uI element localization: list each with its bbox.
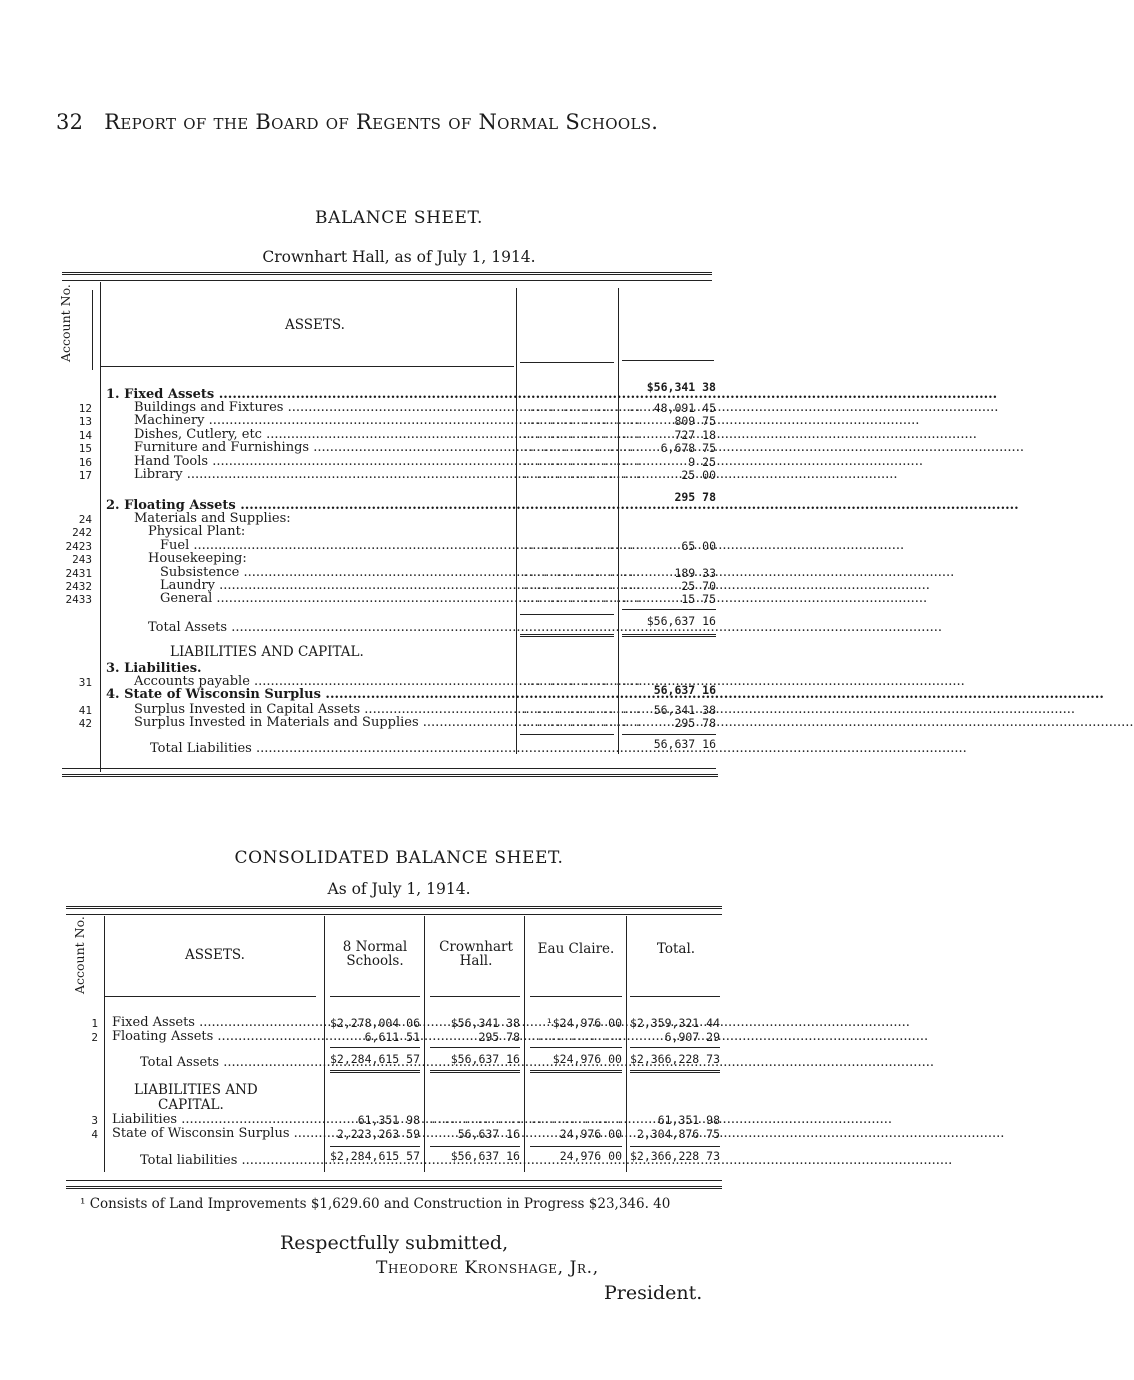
account-number: 12 [78,402,92,415]
header-rule-a [100,366,514,367]
c-crown-amount: $56,341 38 [450,1016,520,1030]
c-col-header-eau-claire: Eau Claire. [537,941,615,957]
c-eau-amount: ¹$24,976 00 [545,1016,622,1030]
table-top-rule [62,272,712,275]
line-item-label: Machinery ..... [134,414,514,427]
c-leader-dots: .............. [530,1113,623,1126]
c-sub-rule-e [630,1047,720,1048]
total-rule-b [520,634,614,637]
account-number: 16 [78,455,92,469]
consolidated-title: CONSOLIDATED BALANCE SHEET. [234,848,564,868]
leader-dots: .................. [522,538,642,552]
c-line-item-label: State of Wisconsin Surplus ..... [112,1127,318,1140]
col-rule-account-inner [92,290,93,370]
leader-dots: .................. [522,565,642,579]
line-item-label: Materials and Supplies: [134,511,291,526]
leader-dots: .................. [522,427,642,441]
account-number: 2432 [65,580,92,593]
c-header-rule-b [330,996,420,997]
line-item-label: Furniture and Furnishings ..... [134,441,514,454]
fixed-assets-total: $56,341 38 [646,380,716,394]
line-item-amount: 25 70 [681,579,716,593]
account-number: 243 [72,553,92,567]
signatory-name: Theodore Kronshage, Jr., [376,1258,599,1278]
fixed-assets-heading: 1. Fixed Assets ..... [106,388,514,401]
c-total-assets-eau-claire: $24,976 00 [552,1052,622,1066]
subtotal-rule-c [622,609,716,610]
line-item-amount: 25 00 [681,468,716,482]
c-lsub-rule-e [630,1146,720,1147]
line-item-amount: 189 33 [674,565,716,580]
account-number: 2431 [65,566,92,580]
c-total-assets-crownhart: $56,637 16 [450,1052,520,1066]
leader-dots: .................. [522,703,642,716]
account-number: 15 [78,442,92,456]
line-item-label: Accounts payable ..... [134,675,514,688]
floating-assets-heading: 2. Floating Assets ..... [106,499,514,512]
c-table-top-rule [66,906,722,909]
line-item-amount: 65 00 [681,538,716,553]
c-account-number: 2 [91,1030,98,1044]
c-sub-rule-c [430,1047,520,1048]
balance-sheet-subtitle: Crownhart Hall, as of July 1, 1914. [262,248,536,266]
line-item-label: Dishes, Cutlery, etc ..... [134,428,514,441]
c-total-assets-total: $2,366,228 73 [629,1052,720,1066]
account-number: 41 [78,704,92,717]
account-number: 13 [78,415,92,429]
account-number: 31 [78,676,92,689]
closing-line: Respectfully submitted, [280,1232,509,1254]
line-item-label: Surplus Invested in Materials and Supplies ..... [134,716,514,729]
c-total-amount: $2,359,321 44 [629,1016,720,1030]
line-item-label: Subsistence ..... [160,566,514,579]
line-item-amount: 48,091 45 [653,401,716,415]
c-liab-header-2: CAPITAL. [158,1097,224,1113]
total-assets-label: Total Assets ..... [148,621,514,634]
c-col-header-crownhart: Crownhart Hall. [439,939,513,969]
line-item-amount: 56,341 38 [653,703,716,717]
leader-dots: .................. [522,592,642,606]
leader-dots: .................. [522,401,642,414]
c-lsub-rule-c [430,1146,520,1147]
surplus-total: 56,637 16 [653,683,716,697]
running-title: Report of the Board of Regents of Normal Schools. [104,110,659,134]
account-number: 242 [72,526,92,540]
c-normal-amount: 2,223,263 59 [336,1126,420,1141]
c-leader-dots: .............. [530,1029,623,1043]
leader-dots: .................. [522,468,642,481]
c-total-liab-label: Total liabilities ..... [140,1154,320,1167]
line-item-label: General ..... [160,592,514,605]
c-header-rule-a [104,996,316,997]
account-number: 17 [78,469,92,482]
line-item-amount: 9 25 [688,454,716,469]
line-item-amount: 809 75 [674,414,716,429]
line-item-label: Physical Plant: [148,524,246,540]
liab-subtotal-rule-c [622,734,716,735]
account-number: 24 [78,513,92,526]
c-header-rule-e [630,996,720,997]
col-rule-account [100,282,101,772]
c-total-liab-normal: $2,284,615 57 [329,1149,420,1163]
c-line-item-label: Floating Assets ..... [112,1030,318,1043]
table-bottom-rule [62,768,716,769]
c-line-item-label: Fixed Assets ..... [112,1016,318,1029]
total-liabilities-label: Total Liabilities ..... [150,742,514,755]
c-liab-header-1: LIABILITIES AND [134,1082,258,1098]
c-header-rule-c [430,996,520,997]
signatory-title: President. [604,1282,703,1304]
account-number: 42 [78,717,92,731]
c-crown-amount: 295 78 [478,1029,520,1044]
header-rule-c [622,360,714,361]
line-item-amount: 6,678 75 [660,441,716,456]
c-total-assets-label: Total Assets ..... [140,1056,320,1069]
total-liabilities-amount: 56,637 16 [653,737,716,751]
c-total-amount: 2,304,876 75 [636,1126,720,1141]
c-normal-amount: 6,611 51 [364,1029,420,1044]
surplus-heading: 4. State of Wisconsin Surplus ..... [106,688,514,701]
total-rule-c [622,634,716,637]
header-rule-b [520,362,614,363]
line-item-label: Laundry ..... [160,579,514,592]
c-crown-amount: 56,637 16 [457,1126,520,1141]
c-line-item-label: Liabilities ..... [112,1113,318,1126]
c-col-rule-account [104,916,105,1172]
leader-dots: .................. [522,579,642,592]
c-total-amount: 61,351 98 [657,1113,720,1127]
c-total-amount: 6,907 29 [664,1029,720,1044]
c-sub-rule-b [330,1047,420,1048]
leader-dots: .................. [522,716,642,730]
consolidated-subtitle: As of July 1, 1914. [327,880,471,898]
leader-dots: .................. [522,414,642,428]
c-account-number: 4 [91,1127,98,1141]
balance-sheet-title: BALANCE SHEET. [315,208,483,228]
c-total-liab-crownhart: $56,637 16 [450,1149,520,1163]
account-no-header: Account No. [58,284,73,362]
page-header [56,110,658,134]
page-number: 32 [56,110,84,134]
leader-dots: .................. [522,441,642,455]
total-assets-amount: $56,637 16 [646,614,716,628]
c-normal-amount: $2,278,004 06 [329,1016,420,1030]
leader-dots: .................. [522,454,642,468]
liabilities-capital-header: LIABILITIES AND CAPITAL. [170,644,364,660]
c-assets-header: ASSETS. [185,947,245,963]
line-item-label: Library ..... [134,468,514,481]
c-tot-rule-c [430,1070,520,1073]
line-item-label: Surplus Invested in Capital Assets ..... [134,703,514,716]
c-tot-rule-e [630,1070,720,1073]
c-eau-amount: 24,976 00 [559,1126,622,1141]
c-account-no-header: Account No. [72,916,87,994]
liabilities-heading: 3. Liabilities. [106,661,202,676]
c-table-bottom-rule [66,1180,722,1181]
leader-dots: .................. [522,675,642,688]
line-item-label: Housekeeping: [148,551,247,567]
c-table-bottom-rule-2 [66,1186,722,1189]
line-item-label: Buildings and Fixtures ..... [134,401,514,414]
c-total-liab-eau-claire: 24,976 00 [559,1149,622,1163]
line-item-label: Fuel ..... [160,539,514,552]
c-tot-rule-b [330,1070,420,1073]
floating-assets-total: 295 78 [674,490,716,504]
c-lsub-rule-b [330,1146,420,1147]
c-account-number: 3 [91,1114,98,1127]
c-total-liab-total: $2,366,228 73 [629,1149,720,1163]
c-normal-amount: 61,351 98 [357,1113,420,1127]
c-lsub-rule-d [530,1146,622,1147]
account-number: 2423 [65,539,92,553]
footnote: ¹ Consists of Land Improvements $1,629.60 and Construction in Progress $23,346. 40 [80,1196,671,1212]
c-col-header-total: Total. [656,941,696,957]
c-account-number: 1 [91,1017,98,1030]
line-item-label: Hand Tools ..... [134,455,514,468]
c-table-top-rule-2 [66,914,722,915]
account-number: 2433 [65,593,92,607]
table-top-rule-2 [62,280,712,281]
line-item-amount: 15 75 [681,592,716,607]
liab-subtotal-rule-b [520,734,614,735]
c-col-header-normal: 8 Normal Schools. [342,939,408,969]
table-bottom-rule-2 [62,774,718,777]
c-sub-rule-d [530,1047,622,1048]
subtotal-rule-b [520,614,614,615]
account-number: 14 [78,428,92,442]
c-leader-dots: .............. [430,1113,523,1126]
line-item-amount: 727 18 [674,427,716,442]
line-item-amount: 295 78 [674,716,716,731]
c-total-assets-normal: $2,284,615 57 [329,1052,420,1066]
c-header-rule-d [530,996,622,997]
c-tot-rule-d [530,1070,622,1073]
assets-header: ASSETS. [285,317,345,333]
